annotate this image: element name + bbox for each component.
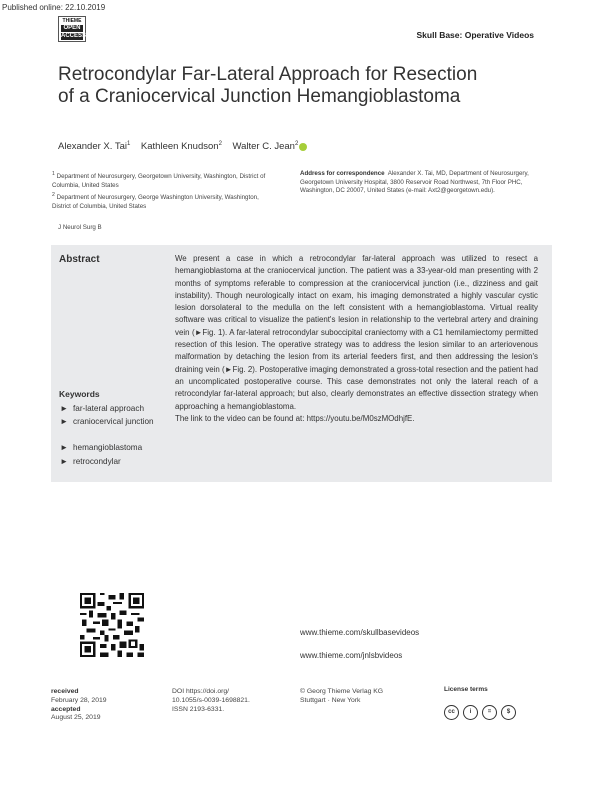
- author-name: Kathleen Knudson: [140, 141, 219, 153]
- affiliation-2: $^2$ Department of Neurosurgery, George Washington University, Washington, District of Columbia, United States: [52, 192, 259, 210]
- nd-icon: =: [482, 705, 497, 720]
- author-name: Walter C. Jean: [232, 141, 295, 153]
- thieme-link-skullbasevideos[interactable]: www.thieme.com/skullbasevideos: [300, 628, 420, 637]
- video-link-text[interactable]: The link to the video can be found at: https://youtu.be/M0szMOdhjfE.: [175, 413, 415, 423]
- orcid-icon[interactable]: [299, 143, 307, 151]
- journal-abbrev: J Neurol Surg B: [58, 224, 102, 231]
- author-list: Alexander X. Tai$^1$ Kathleen Knudson$^2$ Walter C. Jean$^2$: [58, 141, 307, 152]
- keyword-item: ► craniocervical junction: [60, 417, 154, 426]
- nc-icon: $: [501, 705, 516, 720]
- qr-code[interactable]: [80, 593, 144, 657]
- thieme-open-access-logo: THIEME OPEN ACCESS: [58, 16, 86, 42]
- by-icon: i: [463, 705, 478, 720]
- license-icons[interactable]: [444, 700, 520, 720]
- author-name: Alexander X. Tai: [58, 141, 128, 153]
- published-online: Published online: 22.10.2019: [2, 3, 106, 12]
- arrow-icon: ►: [60, 457, 69, 466]
- doi-block: DOI https://doi.org/ 10.1055/s-0039-1698821. ISSN 2193-6331.: [172, 688, 250, 713]
- arrow-icon: ►: [60, 404, 69, 413]
- keyword-item: ► hemangioblastoma: [60, 443, 143, 452]
- keywords-heading: Keywords: [59, 389, 100, 399]
- section-label: Skull Base: Operative Videos: [416, 30, 534, 40]
- keyword-item: ► far-lateral approach: [60, 404, 144, 413]
- arrow-icon: ►: [60, 443, 69, 452]
- affiliation-1: $^1$ Department of Neurosurgery, Georgetown University, Washington, District of Columbia, United States: [52, 171, 266, 189]
- copyright-block: © Georg Thieme Verlag KG Stuttgart · New York: [300, 688, 384, 704]
- thieme-link-jnlsbvideos[interactable]: www.thieme.com/jnlsbvideos: [300, 651, 403, 660]
- article-title: Retrocondylar Far-Lateral Approach for Resection of a Craniocervical Junction Hemangioblastoma: [58, 64, 478, 107]
- doi-link[interactable]: DOI https://doi.org/: [172, 688, 230, 695]
- abstract-heading: Abstract: [59, 254, 100, 265]
- dates-block: received February 28, 2019 accepted August 25, 2019: [51, 688, 107, 722]
- license-terms-label[interactable]: License terms: [444, 686, 488, 693]
- cc-icon: cc: [444, 705, 459, 720]
- arrow-icon: ►: [60, 417, 69, 426]
- keyword-item: ► retrocondylar: [60, 457, 121, 466]
- abstract-text: We present a case in which a retrocondylar far-lateral approach was utilized to resect a hemangioblastoma at the craniocervical junction. The patient was a 33-year-old man presenting with 2 months of symptoms referable to compression at the craniocervical junction (i.e., dizziness and gait instability). Though neurologically intact on exam, his imaging demonstrated a highly vascular cystic lesion dorsolateral to the medulla on the left consistent with a hemangioblastoma. Virtual reality software was critical to visualize the patient's lesion in relationship to the vertebral artery and draining vein (►Fig. 1). A far-lateral retrocondylar suboccipital craniectomy with a C1 hemilamiectomy permitted resection of this lesion. The operative strategy was to address the lesion similar to an arteriovenous malformation by detaching the lesion from its arterial feeders first, and then addressing the lesion's draining vein (►Fig. 2). Postoperative imaging demonstrated a gross-total resection and the patient had an uncomplicated postoperative course. This case demonstrates not only the lateral reach of a retrocondylar far-lateral approach; but also, clearly demonstrates an effective dissection strategy when approaching a hemangioblastoma. The link to the video can be found at: https://youtu.be/M0szMOdhjfE.: [175, 254, 538, 423]
- correspondence-address: Address for correspondence Alexander X. Tai, MD, Department of Neurosurgery, Georgetown University Hospital, 3800 Reservoir Road Northwest, 7th Floor PHC, Washington, DC 20007, United States (e-mail: Axt2@georgetown.edu).: [300, 170, 529, 194]
